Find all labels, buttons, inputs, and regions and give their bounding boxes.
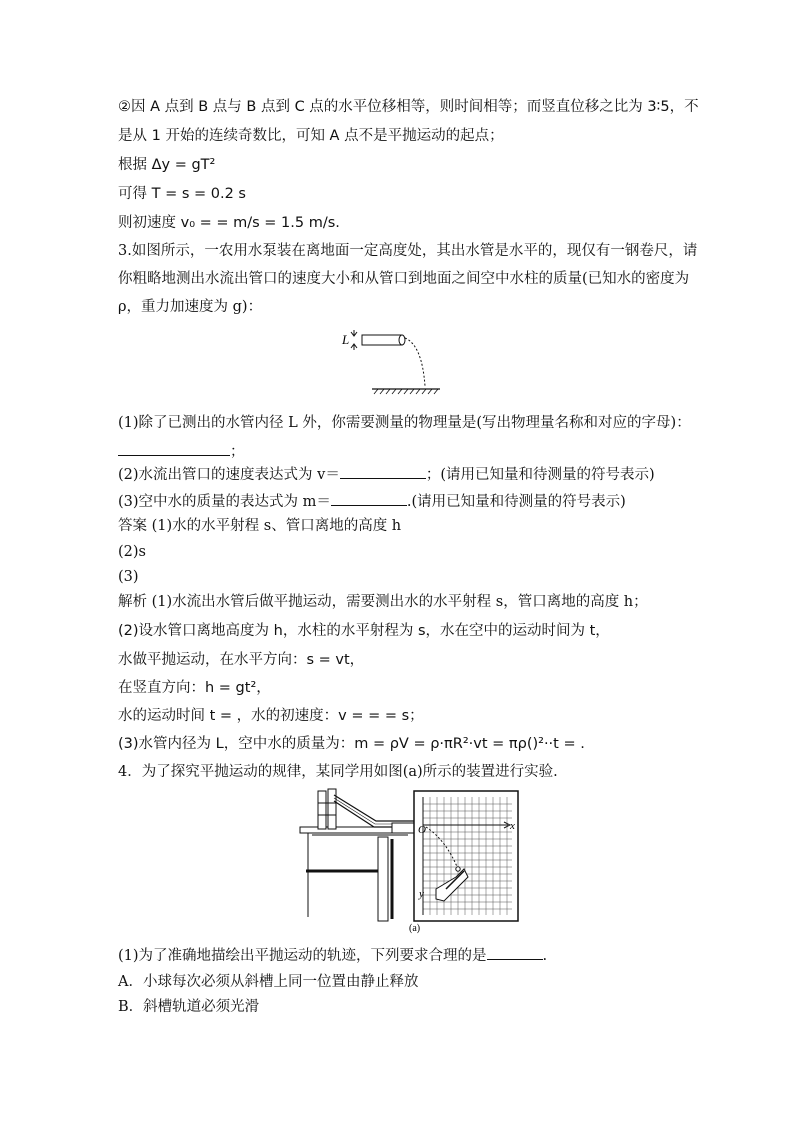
analysis-line-1: 解析 (1)水流出水管后做平抛运动，需要测出水的水平射程 s，管口离地的高度 h； <box>118 594 648 610</box>
text-line-3: 根据 Δy = gT² <box>118 157 216 173</box>
answer-blank-2[interactable] <box>340 464 426 479</box>
answer-line-2: (2)s <box>118 544 146 560</box>
answer-line-1: 答案 (1)水的水平射程 s、管口离地的高度 h <box>118 518 402 534</box>
analysis-line-4: 在竖直方向：h = gt²， <box>118 680 271 696</box>
question-1-answer-line: ； <box>118 441 245 462</box>
text-line-2: 是从 1 开始的连续奇数比，可知 A 点不是平抛运动的起点； <box>118 128 504 144</box>
question-3: (3)空中水的质量的表达式为 m＝ .(请用已知量和待测量的符号表示) <box>118 491 626 512</box>
water-trajectory <box>405 338 425 386</box>
analysis-line-2: (2)设水管口离地高度为 h，水柱的水平射程为 s，水在空中的运动时间为 t， <box>118 623 610 639</box>
text-line-1: ②因 A 点到 B 点与 B 点到 C 点的水平位移相等，则时间相等；而竖直位移之比为 3∶5，不 <box>118 99 699 115</box>
answer-blank-3[interactable] <box>331 491 407 506</box>
y-axis-label: y <box>419 888 424 900</box>
problem-3-line-2: 你粗略地测出水流出管口的速度大小和从管口到地面之间空中水柱的质量(已知水的密度为 <box>118 271 690 287</box>
option-a[interactable]: A．小球每次必须从斜槽上同一位置由静止释放 <box>118 974 419 990</box>
question-4-1: (1)为了准确地描绘出平抛运动的轨迹，下列要求合理的是 . <box>118 945 547 966</box>
analysis-line-5: 水的运动时间 t = ，水的初速度：v = = = s； <box>118 708 424 724</box>
text-line-5: 则初速度 v₀ = = m/s = 1.5 m/s. <box>118 215 340 231</box>
answer-line-3: (3) <box>118 569 139 585</box>
option-b[interactable]: B．斜槽轨道必须光滑 <box>118 999 260 1015</box>
text-line-4: 可得 T = s = 0.2 s <box>118 186 246 202</box>
water-pipe-figure <box>330 320 460 400</box>
analysis-line-6: (3)水管内径为 L，空中水的质量为：m = ρV = ρ·πR²·vt = πρ()²··t = . <box>118 736 585 752</box>
question-2: (2)水流出管口的速度表达式为 v＝ ；(请用已知量和待测量的符号表示) <box>118 464 655 485</box>
apparatus-figure <box>296 785 522 935</box>
pipe <box>362 335 402 345</box>
figure-label-l: L <box>342 332 350 347</box>
question-1: (1)除了已测出的水管内径 L 外，你需要测量的物理量是(写出物理量名称和对应的字母)： <box>118 415 691 431</box>
analysis-line-3: 水做平抛运动，在水平方向：s = vt， <box>118 652 365 668</box>
problem-3-line-3: ρ，重力加速度为 g)： <box>118 299 263 315</box>
origin-label: O <box>418 824 426 836</box>
answer-blank-4[interactable] <box>487 945 543 960</box>
answer-blank-1[interactable] <box>118 441 230 456</box>
x-axis-label: x <box>510 820 515 832</box>
figure-caption: (a) <box>409 923 421 934</box>
problem-3-line-1: 3.如图所示，一农用水泵装在离地面一定高度处，其出水管是水平的，现仅有一钢卷尺，请 <box>118 243 698 259</box>
problem-4-line-1: 4．为了探究平抛运动的规律，某同学用如图(a)所示的装置进行实验. <box>118 764 558 780</box>
grid-board <box>414 791 518 921</box>
